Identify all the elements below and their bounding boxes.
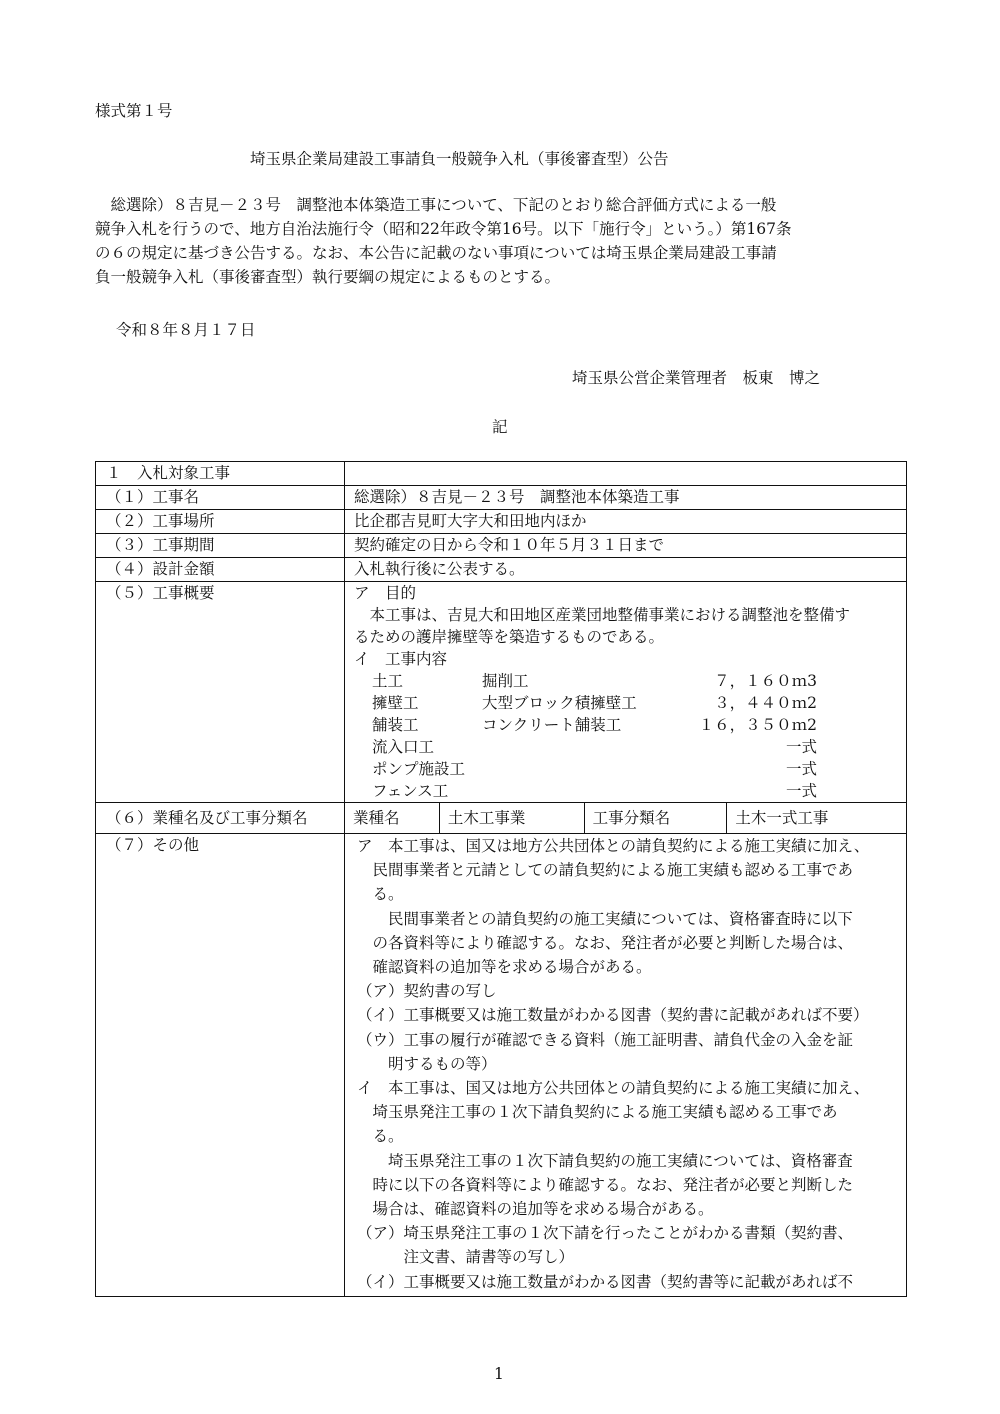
- work-item: [354, 714, 906, 736]
- work-category: フェンス工: [372, 782, 449, 800]
- work-item: [354, 670, 906, 692]
- table-row: [96, 803, 907, 834]
- other-line: る。: [357, 885, 404, 904]
- table-row: [96, 582, 907, 803]
- construction-name-label: （１）工事名: [96, 486, 345, 510]
- issuer: 埼玉県公営企業管理者 板東 博之: [572, 369, 821, 387]
- empty-cell: [345, 462, 907, 486]
- work-type: [482, 758, 687, 780]
- period-value: 契約確定の日から令和１０年５月３１日まで: [345, 534, 907, 558]
- other-line: イ 本工事は、国又は地方公共団体との請負契約による施工実績に加え、: [357, 1079, 870, 1098]
- work-quantity: 一式: [785, 782, 817, 800]
- work-quantity: ７，１６０ｍ3: [714, 672, 817, 690]
- document-title: 埼玉県企業局建設工事請負一般競争入札（事後審査型）公告: [250, 150, 669, 168]
- other-line: （ア）契約書の写し: [357, 982, 497, 1001]
- intro-line: 競争入札を行うので、地方自治法施行令（昭和22年政令第16号。以下「施行令」という。）第167条: [95, 220, 792, 238]
- page-number: 1: [494, 1365, 504, 1383]
- other-label: （７）その他: [96, 834, 345, 1297]
- other-line: の各資料等により確認する。なお、発注者が必要と判断した場合は、: [357, 933, 854, 952]
- work-quantity: 一式: [785, 760, 817, 778]
- work-quantity: １６，３５０ｍ2: [698, 716, 817, 734]
- period-label: （３）工事期間: [96, 534, 345, 558]
- work-item: [354, 736, 906, 758]
- industry-label: （６）業種名及び工事分類名: [96, 803, 345, 834]
- work-type: [482, 780, 687, 802]
- purpose-line: 本工事は、吉見大和田地区産業団地整備事業における調整池を整備す: [354, 606, 851, 624]
- work-item: [354, 780, 906, 802]
- other-line: （イ）工事概要又は施工数量がわかる図書（契約書に記載があれば不要）: [357, 1006, 869, 1025]
- table-row: [96, 534, 907, 558]
- work-category: 舗装工: [372, 716, 419, 734]
- section-heading: １ 入札対象工事: [96, 462, 345, 486]
- table-row: [96, 486, 907, 510]
- work-item: [354, 758, 906, 780]
- table-row: [96, 558, 907, 582]
- purpose-line: るための護岸擁壁等を築造するものである。: [354, 628, 665, 646]
- ki-heading: 記: [492, 418, 508, 436]
- other-line: 時に以下の各資料等により確認する。なお、発注者が必要と判断した: [357, 1175, 854, 1194]
- other-line: 明するもの等）: [357, 1054, 497, 1073]
- other-line: 民間事業者と元請としての請負契約による施工実績も認める工事であ: [357, 861, 854, 880]
- work-item: [354, 692, 906, 714]
- industry-value: [345, 803, 907, 834]
- intro-line: 負一般競争入札（事後審査型）執行要綱の規定によるものとする。: [95, 268, 561, 286]
- location-value: 比企郡吉見町大字大和田地内ほか: [345, 510, 907, 534]
- work-category: 擁壁工: [372, 694, 419, 712]
- table-row: [96, 510, 907, 534]
- work-quantity: ３，４４０ｍ2: [714, 694, 817, 712]
- notice-date: 令和８年８月１７日: [116, 321, 256, 339]
- form-number: 様式第１号: [95, 102, 173, 120]
- work-type: [482, 736, 687, 758]
- other-line: （ウ）工事の履行が確認できる資料（施工証明書、請負代金の入金を証: [357, 1030, 854, 1049]
- table-row: [96, 834, 907, 1297]
- content-heading: イ 工事内容: [354, 650, 448, 668]
- table-row: [96, 462, 907, 486]
- work-type: コンクリート舗装工: [482, 716, 622, 734]
- overview-label: （５）工事概要: [96, 582, 345, 803]
- other-value: [345, 834, 907, 1297]
- work-category: 土工: [372, 672, 404, 690]
- other-line: 民間事業者との請負契約の施工実績については、資格審査時に以下: [357, 909, 853, 928]
- other-line: ア 本工事は、国又は地方公共団体との請負契約による施工実績に加え、: [357, 837, 870, 855]
- other-line: 注文書、請書等の写し）: [357, 1248, 575, 1267]
- design-amount-label: （４）設計金額: [96, 558, 345, 582]
- classification-name: 土木一式工事: [735, 809, 829, 827]
- other-line: （イ）工事概要又は施工数量がわかる図書（契約書等に記載があれば不: [357, 1272, 854, 1291]
- work-type: 大型ブロック積擁壁工: [482, 694, 637, 712]
- purpose-heading: ア 目的: [354, 584, 417, 602]
- work-type: 掘削工: [482, 672, 529, 690]
- classification-key: 工事分類名: [585, 803, 728, 833]
- intro-line: の６の規定に基づき公告する。なお、本公告に記載のない事項については埼玉県企業局建設工事請: [95, 244, 777, 262]
- construction-name-value: 総選除）８吉見－２３号 調整池本体築造工事: [345, 486, 907, 510]
- location-label: （２）工事場所: [96, 510, 345, 534]
- other-line: 埼玉県発注工事の１次下請負契約の施工実績については、資格審査: [357, 1151, 853, 1170]
- industry-name: 土木工事業: [440, 803, 585, 833]
- intro-line: 総選除）８吉見－２３号 調整池本体築造工事について、下記のとおり総合評価方式による一般: [95, 196, 777, 214]
- other-line: る。: [357, 1127, 404, 1146]
- other-line: （ア）埼玉県発注工事の１次下請を行ったことがわかる書類（契約書、: [357, 1224, 854, 1243]
- work-category: ポンプ施設工: [372, 760, 466, 778]
- bid-details-table: [95, 461, 907, 1297]
- intro-paragraph: [95, 193, 907, 289]
- design-amount-value: 入札執行後に公表する。: [345, 558, 907, 582]
- work-quantity: 一式: [785, 738, 817, 756]
- other-line: 確認資料の追加等を求める場合がある。: [357, 958, 652, 977]
- other-line: 場合は、確認資料の追加等を求める場合がある。: [357, 1200, 714, 1219]
- other-line: 埼玉県発注工事の１次下請負契約による施工実績も認める工事であ: [357, 1103, 838, 1122]
- industry-key: 業種名: [345, 803, 440, 833]
- overview-value: [345, 582, 907, 803]
- work-category: 流入口工: [372, 738, 435, 756]
